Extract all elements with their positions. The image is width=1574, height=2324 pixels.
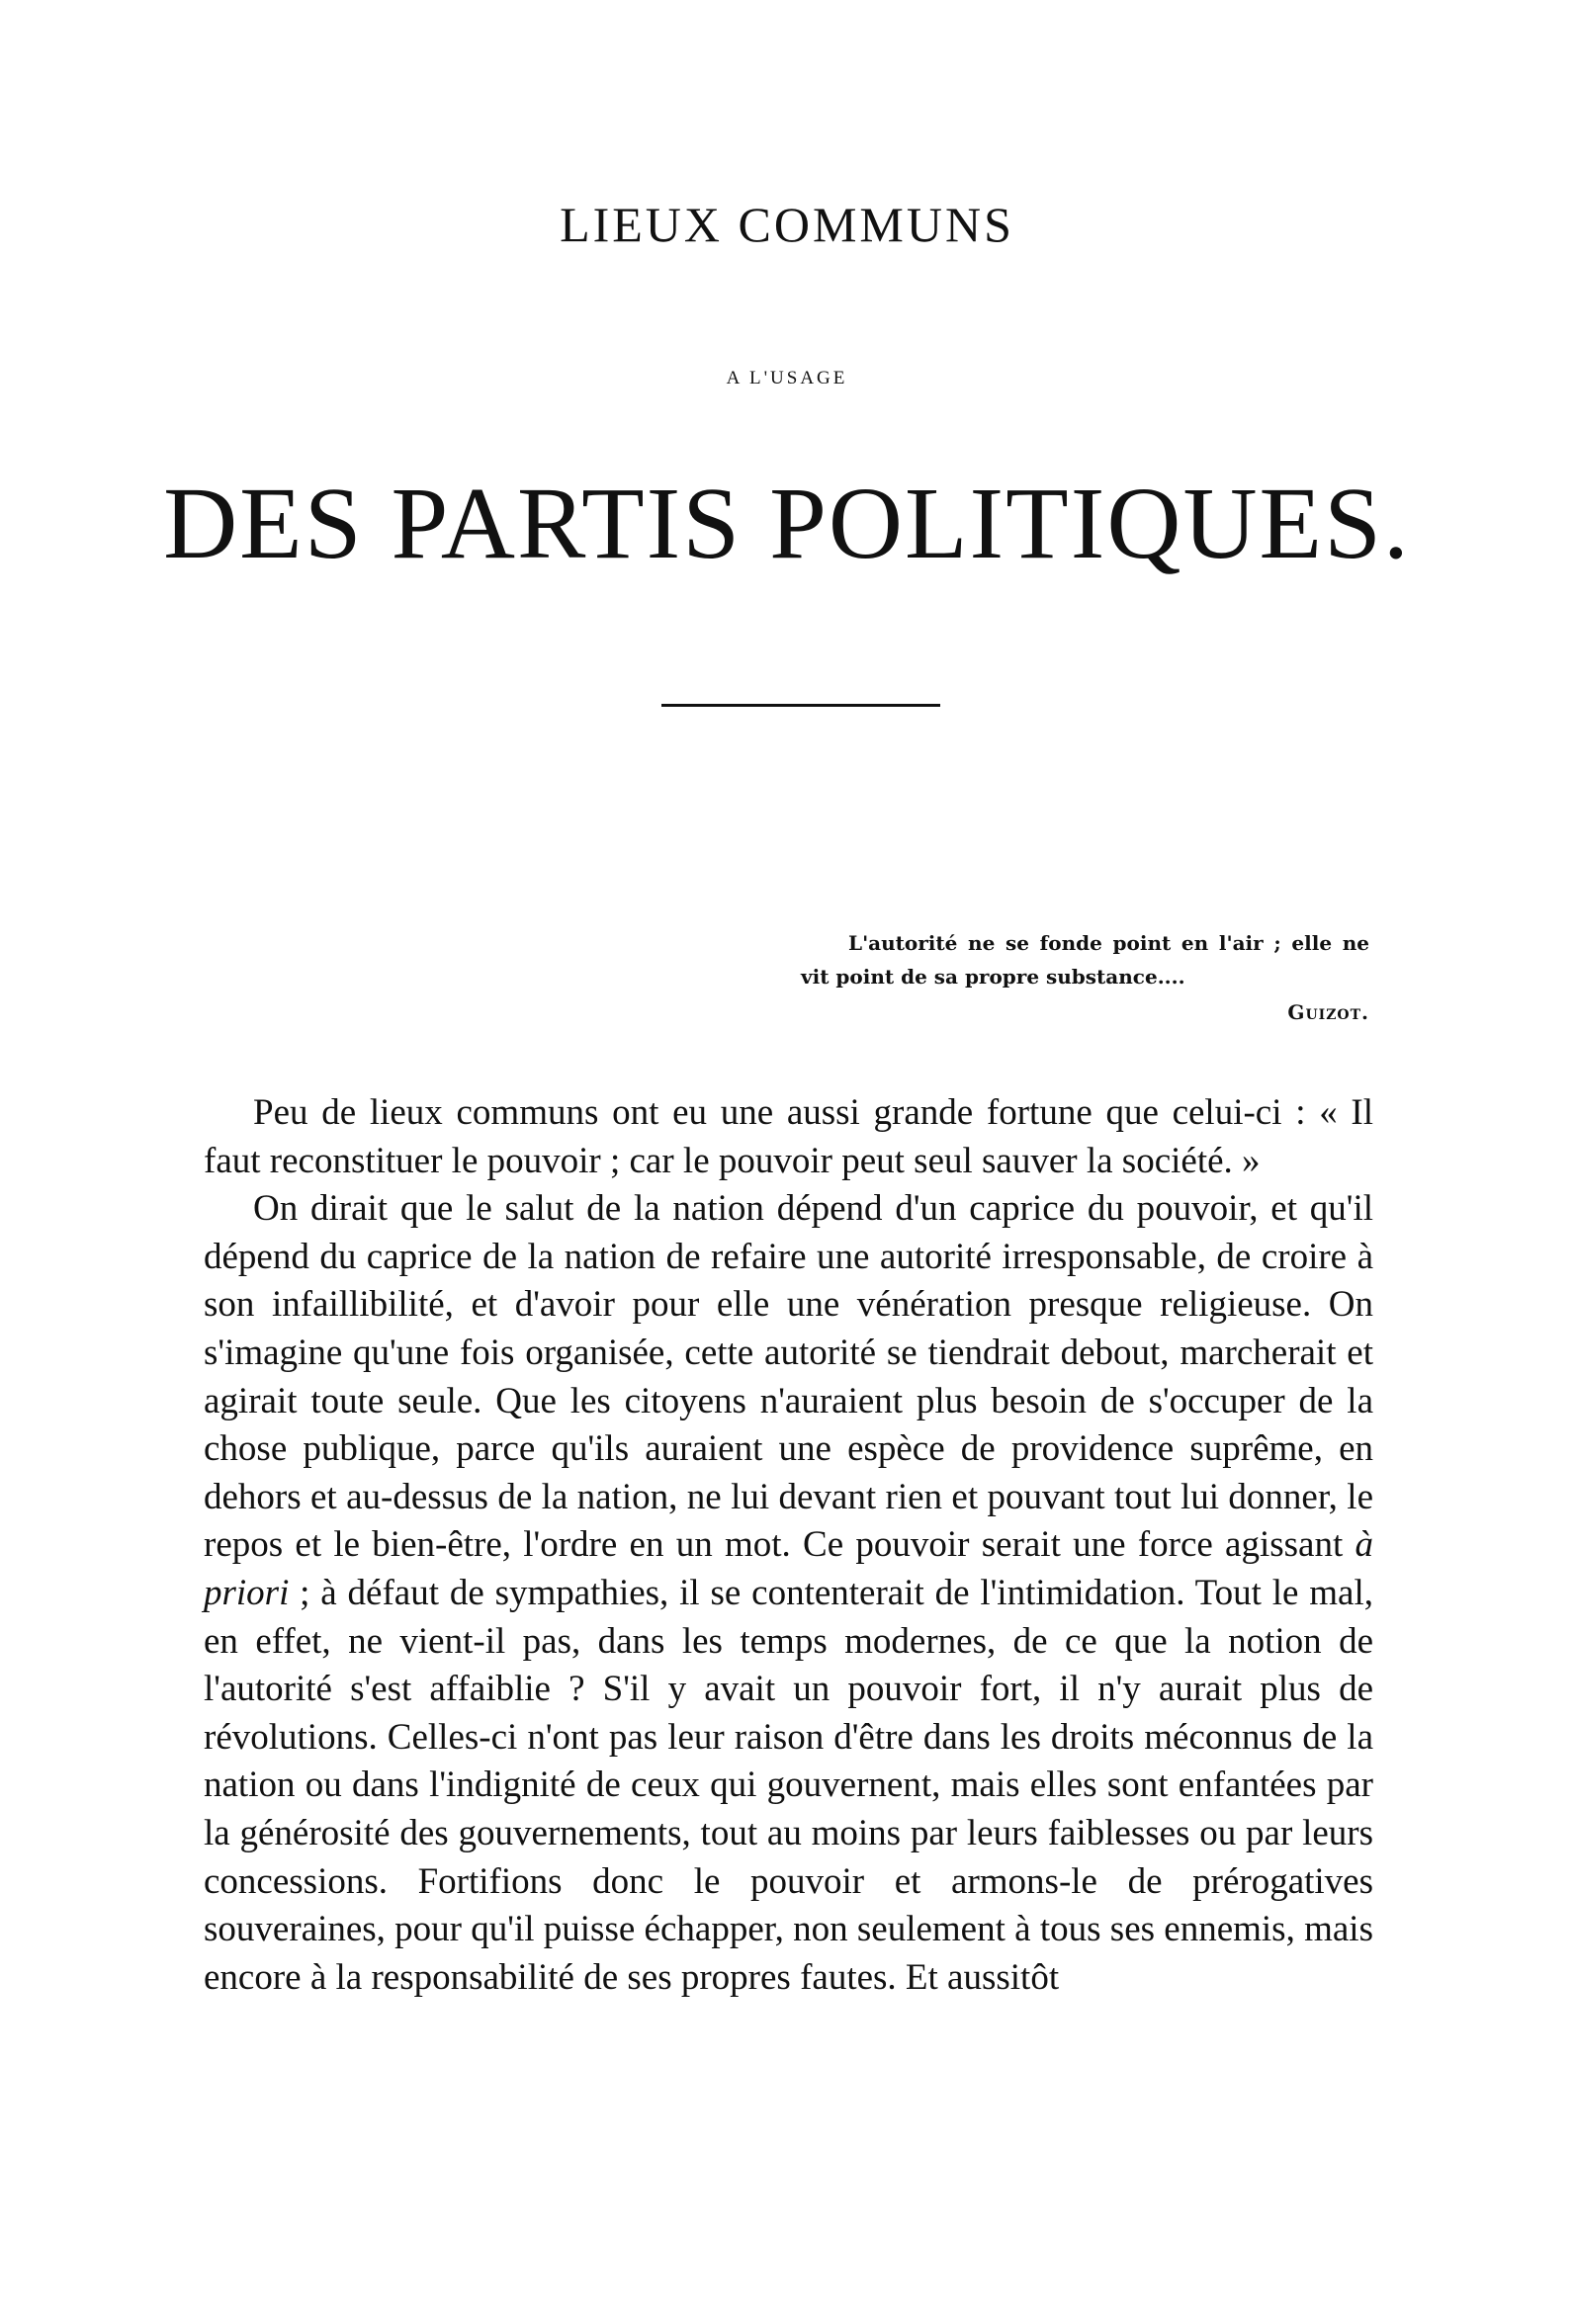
paragraph-1: Peu de lieux communs ont eu une aussi grande fortune que celui-ci : « Il faut reconstituer le pouvoir ; car le pouvoir peut seul sauver la société. » — [204, 1092, 1373, 1181]
heading-line-2: A L'USAGE — [726, 368, 848, 388]
paragraph-2-italic: à priori — [204, 1524, 1373, 1613]
paragraph-2 — [204, 1185, 1373, 2002]
paragraph-2-text-b: ; à défaut de sympathies, il se contenterait de l'intimidation. Tout le mal, en effet, ne vient-il pas, dans les temps modernes, de ce que la notion de l'autorité s'est affaiblie ? S'il y avait un pouvoir fort, il n'y aurait plus de révolutions. Celles-ci n'ont pas leur raison d'être dans les droits méconnus de la nation ou dans l'indignité de ceux qui gouvernent, mais elles sont enfantées par la générosité des gouvernements, tout au moins par leurs faiblesses ou par leurs concessions. Fortifions donc le pouvoir et armons-le de prérogatives souveraines, pour qu'il puisse échapper, non seulement à tous ses ennemis, mais encore à la responsabilité de ses propres fautes. Et aussitôt — [204, 1572, 1373, 1998]
body-text — [204, 1089, 1373, 2002]
title-divider-rule — [661, 704, 940, 707]
epigraph-author: Guizot. — [1287, 1000, 1369, 1024]
heading-line-3: DES PARTIS POLITIQUES. — [163, 467, 1411, 580]
epigraph — [801, 926, 1369, 1029]
paragraph-2-text-a: On dirait que le salut de la nation dépend d'un caprice du pouvoir, et qu'il dépend du caprice de la nation de refaire une autorité irresponsable, de croire à son infaillibilité, et d'avoir pour elle une vénération presque religieuse. On s'imagine qu'une fois organisée, cette autorité se tiendrait debout, marcherait et agirait toute seule. Que les citoyens n'auraient plus besoin de s'occuper de la chose publique, parce qu'ils auraient une espèce de providence suprême, en dehors et au-dessus de la nation, ne lui devant rien et pouvant tout lui donner, le repos et le bien-être, l'ordre en un mot. Ce pouvoir serait une force agissant — [204, 1188, 1373, 1566]
epigraph-quote: L'autorité ne se fonde point en l'air ; elle ne vit point de sa propre substance.... — [801, 931, 1369, 989]
heading-line-1: LIEUX COMMUNS — [560, 197, 1014, 252]
